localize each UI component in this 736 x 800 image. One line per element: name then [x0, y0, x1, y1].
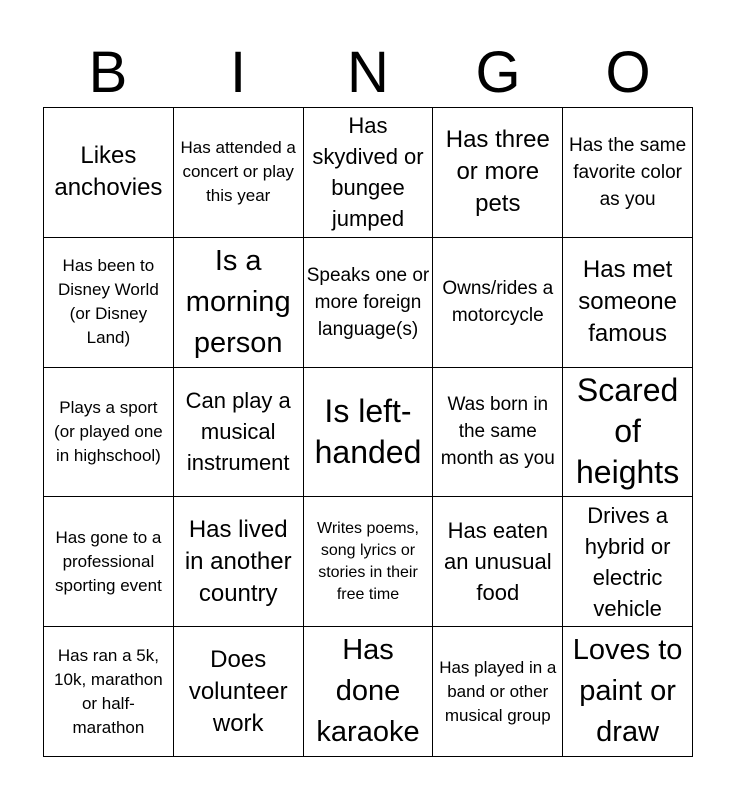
cell-text: Has eaten an unusual food [443, 518, 552, 606]
bingo-cell-r5-c1[interactable] [44, 627, 174, 757]
cell-text: Has played in a band or other musical group [439, 657, 557, 725]
cell-text: Was born in the same month as you [440, 394, 555, 470]
cell-text: Is a morning person [185, 244, 291, 359]
bingo-cell-r1-c1[interactable] [44, 108, 174, 238]
bingo-cell-r3-c4[interactable] [433, 368, 563, 498]
bingo-cell-r5-c2[interactable] [174, 627, 304, 757]
bingo-cell-r5-c4[interactable] [433, 627, 563, 757]
bingo-cell-r1-c2[interactable] [174, 108, 304, 238]
bingo-cell-r3-c1[interactable] [44, 368, 174, 498]
bingo-cell-r4-c3[interactable] [304, 497, 434, 627]
bingo-cell-r2-c5[interactable] [563, 238, 693, 368]
cell-text: Owns/rides a motorcycle [442, 278, 554, 327]
bingo-cell-r1-c4[interactable] [433, 108, 563, 238]
cell-text: Speaks one or more foreign language(s) [306, 264, 430, 340]
bingo-cell-r3-c2[interactable] [174, 368, 304, 498]
cell-text: Writes poems, song lyrics or stories in their free time [317, 519, 419, 603]
bingo-cell-r3-c5[interactable] [563, 368, 693, 498]
cell-text: Likes anchovies [54, 142, 163, 202]
cell-text: Has three or more pets [445, 126, 550, 218]
bingo-cell-r2-c4[interactable] [433, 238, 563, 368]
header-letter-o: O [605, 40, 651, 105]
cell-text: Has the same favorite color as you [568, 134, 687, 210]
bingo-cell-r5-c3[interactable] [304, 627, 434, 757]
bingo-cell-r3-c3[interactable] [304, 368, 434, 498]
bingo-cell-r4-c4[interactable] [433, 497, 563, 627]
cell-text: Has skydived or bungee jumped [312, 113, 424, 232]
cell-text: Has been to Disney World (or Disney Land) [58, 256, 159, 348]
bingo-cell-r4-c2[interactable] [174, 497, 304, 627]
bingo-cell-r2-c1[interactable] [44, 238, 174, 368]
bingo-cell-r4-c1[interactable] [44, 497, 174, 627]
bingo-cell-r4-c5[interactable] [563, 497, 693, 627]
bingo-cell-r2-c2[interactable] [174, 238, 304, 368]
header-letter-i: I [229, 40, 247, 105]
cell-text: Is left-handed [314, 392, 422, 470]
cell-text: Has done karaoke [316, 634, 420, 749]
cell-text: Drives a hybrid or electric vehicle [584, 502, 671, 621]
cell-text: Has attended a concert or play this year [180, 138, 296, 206]
cell-text: Has met someone famous [578, 256, 677, 348]
cell-text: Plays a sport (or played one in highschool) [54, 397, 163, 465]
cell-text: Has gone to a professional sporting event [55, 527, 162, 595]
cell-text: Has ran a 5k, 10k, marathon or half-marathon [54, 645, 163, 737]
bingo-grid [43, 107, 693, 757]
cell-text: Can play a musical instrument [185, 388, 291, 476]
cell-text: Loves to paint or draw [572, 634, 683, 749]
cell-text: Does volunteer work [188, 645, 288, 737]
bingo-header [43, 38, 693, 108]
header-letter-b: B [88, 40, 128, 105]
bingo-cell-r2-c3[interactable] [304, 238, 434, 368]
header-letter-g: G [475, 40, 521, 105]
cell-text: Has lived in another country [184, 515, 292, 607]
bingo-cell-r1-c5[interactable] [563, 108, 693, 238]
bingo-cell-r1-c3[interactable] [304, 108, 434, 238]
cell-text: Scared of heights [576, 372, 680, 491]
header-letter-n: N [347, 40, 389, 105]
bingo-cell-r5-c5[interactable] [563, 627, 693, 757]
